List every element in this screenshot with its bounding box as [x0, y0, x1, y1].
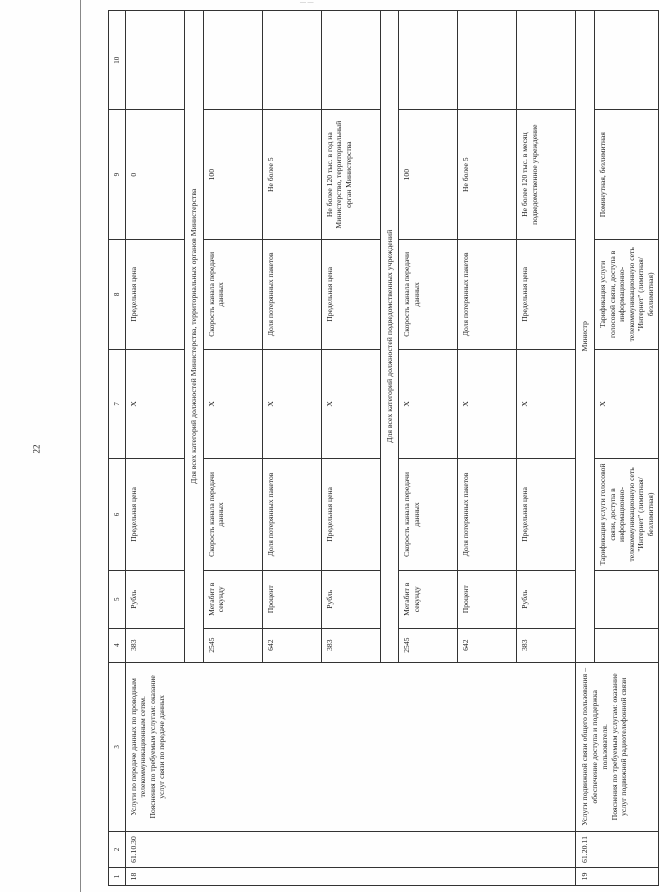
section-heading: Министр — [576, 11, 595, 663]
note — [321, 11, 380, 110]
okei-code: 383 — [517, 628, 576, 662]
okei-code: 383 — [126, 628, 185, 662]
unit: Процент — [458, 570, 517, 628]
col-number: 10 — [109, 11, 126, 110]
okei-code — [595, 628, 659, 662]
service-description — [126, 662, 576, 831]
col-number: 7 — [109, 349, 126, 458]
unit: Рубль — [126, 570, 185, 628]
unit: Рубль — [321, 570, 380, 628]
unit: Мегабит в секунду — [399, 570, 458, 628]
value: 100 — [203, 110, 262, 240]
unit: Процент — [262, 570, 321, 628]
characteristic: Тарификация услуги голосовой связи, доступа в информационно-телекоммуникационную сеть "Интернет" (лимитная/безлимитная) — [595, 459, 659, 571]
value: Поминутная, безлимитная — [595, 110, 659, 240]
okpd-code: 61.10.30 — [126, 832, 576, 868]
col-number: 6 — [109, 459, 126, 571]
col-number: 9 — [109, 110, 126, 240]
note — [203, 11, 262, 110]
characteristic: Скорость канала передачи данных — [399, 239, 458, 349]
characteristic: Предельная цена — [126, 239, 185, 349]
col-number: 1 — [109, 868, 126, 886]
value: Не более 120 тыс. в год на Министерство, территориальный орган Министерства — [321, 110, 380, 240]
service-note: Пояснения по требуемым услугам: оказание услуг подвижной радиотелефонной связи — [609, 673, 629, 821]
note — [595, 11, 659, 110]
note — [399, 11, 458, 110]
service-title: Услуги по передаче данных по проводным телекоммуникационным сетям. — [129, 678, 148, 816]
okei-code: 383 — [321, 628, 380, 662]
page-number: 22 — [31, 444, 42, 454]
value-mark: X — [203, 349, 262, 458]
value: Не более 5 — [262, 110, 321, 240]
note — [126, 11, 185, 110]
requirements-table — [108, 10, 659, 886]
value-mark: X — [517, 349, 576, 458]
column-number-row — [109, 11, 126, 886]
characteristic: Тарификация услуги голосовой связи, доступа в информационно-телекоммуникационную сеть "Интернет" (лимитная/безлимитная) — [595, 239, 659, 349]
col-number: 8 — [109, 239, 126, 349]
value-mark: X — [262, 349, 321, 458]
col-number: 5 — [109, 570, 126, 628]
characteristic: Предельная цена — [321, 459, 380, 571]
characteristic: Доля потерянных пакетов — [458, 239, 517, 349]
unit — [595, 570, 659, 628]
characteristic: Доля потерянных пакетов — [262, 459, 321, 571]
characteristic: Скорость канала передачи данных — [399, 459, 458, 571]
value: 100 — [399, 110, 458, 240]
section-row — [576, 11, 595, 886]
unit: Мегабит в секунду — [203, 570, 262, 628]
value: Не более 120 тыс. в месяц подведомственное учреждение — [517, 110, 576, 240]
characteristic: Скорость канала передачи данных — [203, 239, 262, 349]
value-mark: X — [321, 349, 380, 458]
characteristic: Предельная цена — [517, 239, 576, 349]
value-mark: X — [126, 349, 185, 458]
section-heading: Для всех категорий должностей Министерства, территориальных органов Министерства — [185, 11, 204, 663]
okei-code: 642 — [458, 628, 517, 662]
value: 0 — [126, 110, 185, 240]
value-mark: X — [595, 349, 659, 458]
col-number: 4 — [109, 628, 126, 662]
unit: Рубль — [517, 570, 576, 628]
section-heading: Для всех категорий должностей подведомственных учреждений — [380, 11, 399, 663]
value: Не более 5 — [458, 110, 517, 240]
row-number: 18 — [126, 868, 576, 886]
row-number: 19 — [576, 868, 659, 886]
top-fragment: — — — [300, 0, 314, 6]
col-number: 3 — [109, 662, 126, 831]
value-mark: X — [399, 349, 458, 458]
service-note: Пояснения по требуемым услугам: оказание услуг связи по передаче данных — [147, 675, 167, 819]
note — [458, 11, 517, 110]
okpd-code: 61.20.11 — [576, 832, 659, 868]
value-mark: X — [458, 349, 517, 458]
note — [262, 11, 321, 110]
service-title: Услуги подвижной связи общего пользования – обеспечение доступа и поддержка пользователя. — [580, 668, 609, 826]
okei-code: 642 — [262, 628, 321, 662]
note — [517, 11, 576, 110]
okei-code: 2545 — [399, 628, 458, 662]
col-number: 2 — [109, 832, 126, 868]
okei-code: 2545 — [203, 628, 262, 662]
service-description — [576, 662, 659, 831]
table-row — [126, 11, 185, 886]
characteristic: Предельная цена — [321, 239, 380, 349]
characteristic: Доля потерянных пакетов — [458, 459, 517, 571]
characteristic: Скорость канала передачи данных — [203, 459, 262, 571]
characteristic: Предельная цена — [517, 459, 576, 571]
characteristic: Предельная цена — [126, 459, 185, 571]
characteristic: Доля потерянных пакетов — [262, 239, 321, 349]
